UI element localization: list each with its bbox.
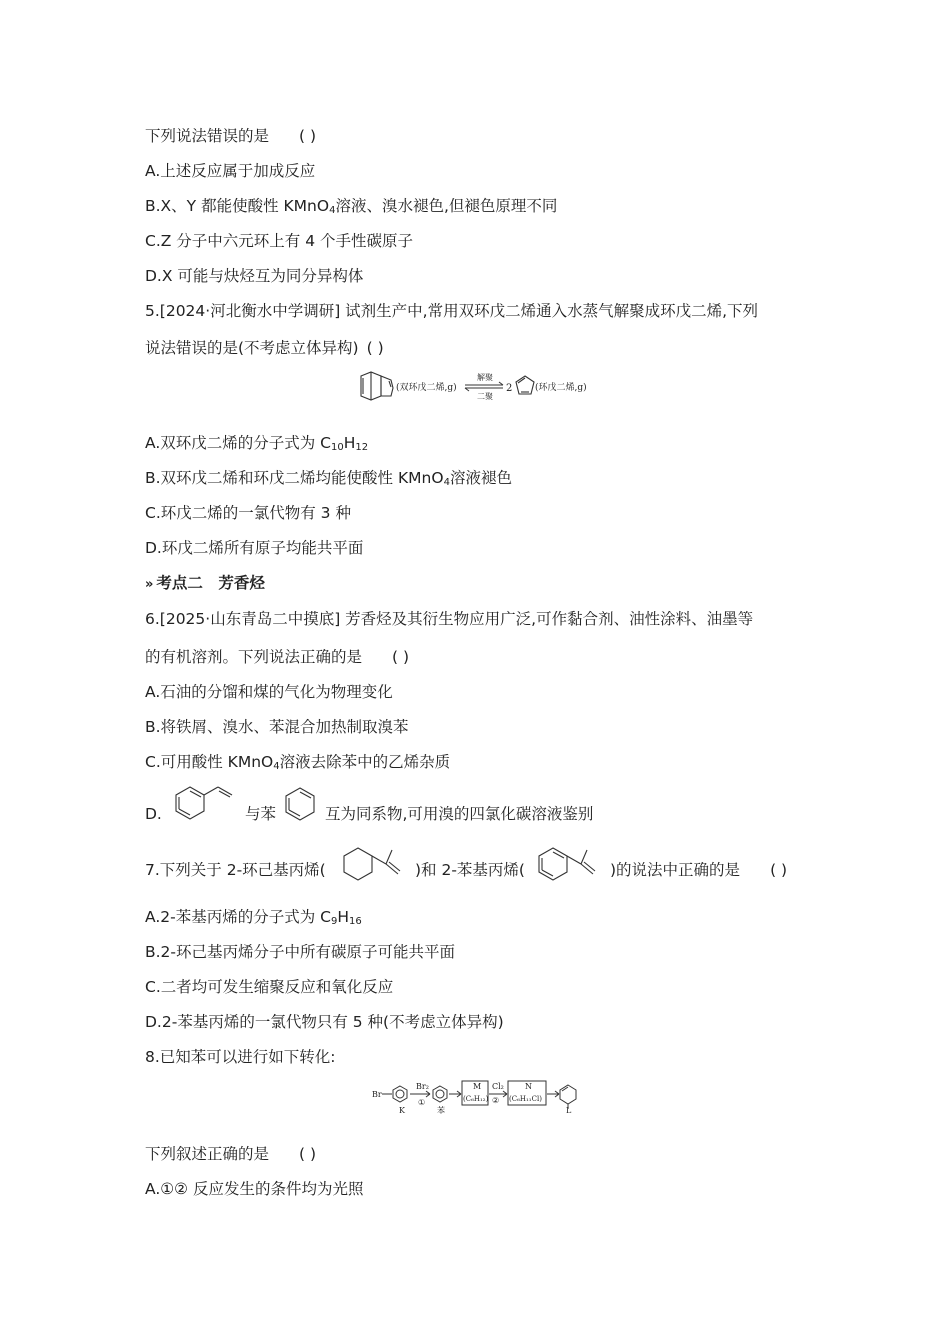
q4-option-b-sub: 4 bbox=[329, 205, 336, 216]
q5-arrow-top: 解聚 bbox=[477, 373, 493, 382]
q8-benzene-label: 苯 bbox=[437, 1106, 445, 1115]
q5-paren: ( ) bbox=[366, 339, 384, 357]
q4-option-c: C.Z 分子中六元环上有 4 个手性碳原子 bbox=[145, 232, 414, 250]
q6-option-b: B.将铁屑、溴水、苯混合加热制取溴苯 bbox=[145, 718, 409, 736]
q4-option-b bbox=[145, 195, 557, 222]
q6-line2 bbox=[145, 646, 409, 668]
q6-paren: ( ) bbox=[392, 648, 410, 666]
q6-line2-text: 的有机溶剂。下列说法正确的是 bbox=[145, 648, 363, 666]
q6-option-c-text: C.可用酸性 KMnO bbox=[145, 753, 274, 771]
q5-option-b-sub: 4 bbox=[443, 477, 450, 488]
phenylpropene-structure bbox=[535, 844, 607, 886]
q8-stem2-line bbox=[145, 1143, 316, 1165]
q8-conversion-figure bbox=[370, 1076, 585, 1118]
dicyclopentadiene-structure bbox=[361, 372, 393, 400]
q5-option-a-sub2: 12 bbox=[355, 442, 369, 453]
q5-coefficient: 2 bbox=[506, 383, 513, 394]
q6-line1: 6.[2025·山东青岛二中摸底] 芳香烃及其衍生物应用广泛,可作黏合剂、油性涂料、油墨等 bbox=[145, 610, 754, 628]
cyclohexylpropene-structure bbox=[340, 844, 412, 886]
q8-m-formula: (C₆H₁₂) bbox=[463, 1095, 489, 1103]
q5-option-a bbox=[145, 432, 368, 459]
section-mark-icon: » bbox=[145, 577, 151, 592]
q4-option-b-tail: 溶液、溴水褪色,但褪色原理不同 bbox=[335, 197, 558, 215]
benzene-structure bbox=[282, 786, 318, 824]
q5-option-a-sub1: 10 bbox=[331, 442, 344, 453]
q5-option-a-text: A.双环戊二烯的分子式为 C bbox=[145, 434, 332, 452]
q4-option-a: A.上述反应属于加成反应 bbox=[145, 162, 316, 180]
q7-option-d: D.2-苯基丙烯的一氯代物只有 5 种(不考虑立体异构) bbox=[145, 1013, 504, 1031]
q8-stem2: 下列叙述正确的是 bbox=[145, 1145, 270, 1163]
q8-m-name: M bbox=[473, 1082, 482, 1091]
q5-option-b-text: B.双环戊二烯和环戊二烯均能使酸性 KMnO bbox=[145, 469, 444, 487]
q6-option-d-tail: 互为同系物,可用溴的四氯化碳溶液鉴别 bbox=[325, 805, 594, 823]
q5-line2 bbox=[145, 337, 384, 359]
q6-option-d-mid: 与苯 bbox=[245, 805, 277, 823]
q5-option-a-mid: H bbox=[343, 434, 356, 452]
q8-k-label: K bbox=[399, 1106, 405, 1115]
q8-step2-label: ② bbox=[492, 1096, 500, 1105]
equilibrium-arrow bbox=[465, 382, 503, 391]
q4-paren: ( ) bbox=[299, 127, 317, 145]
q7-option-a-sub1: 9 bbox=[330, 916, 338, 927]
q7-part1: 7.下列关于 2-环己基丙烯( bbox=[145, 861, 326, 879]
q5-arrow-bottom: 二聚 bbox=[477, 392, 493, 401]
q7-part3-line bbox=[610, 859, 787, 881]
q8-paren: ( ) bbox=[299, 1145, 317, 1163]
q8-n-formula: (C₆H₁₁Cl) bbox=[509, 1095, 542, 1103]
q8-option-a: A.①② 反应发生的条件均为光照 bbox=[145, 1180, 364, 1198]
q5-right-label: (环戊二烯,g) bbox=[535, 383, 587, 393]
q5-line1: 5.[2024·河北衡水中学调研] 试剂生产中,常用双环戊二烯通入水蒸气解聚成环戊二烯,下列 bbox=[145, 302, 759, 320]
q8-br-label: Br bbox=[372, 1090, 382, 1099]
q5-option-c: C.环戊二烯的一氯代物有 3 种 bbox=[145, 504, 351, 522]
q4-stem: 下列说法错误的是 bbox=[145, 127, 270, 145]
q8-cl2-label: Cl₂ bbox=[492, 1082, 504, 1091]
q5-reaction-figure bbox=[355, 368, 600, 408]
q6-option-d-label: D. bbox=[145, 805, 162, 823]
styrene-structure bbox=[172, 784, 238, 824]
q8-n-name: N bbox=[525, 1082, 532, 1091]
q5-option-b-tail: 溶液褪色 bbox=[449, 469, 512, 487]
q5-left-label: (双环戊二烯,g) bbox=[396, 383, 457, 393]
q5-line2-text: 说法错误的是(不考虑立体异构) bbox=[145, 339, 359, 357]
q7-option-b: B.2-环己基丙烯分子中所有碳原子可能共平面 bbox=[145, 943, 456, 961]
q7-option-a-sub2: 16 bbox=[349, 916, 362, 927]
section-heading bbox=[145, 572, 265, 596]
q8-step1-label: ① bbox=[418, 1098, 426, 1107]
section-title: 考点二 芳香烃 bbox=[156, 574, 265, 592]
cyclopentadiene-structure bbox=[516, 376, 534, 394]
q7-paren: ( ) bbox=[770, 861, 788, 879]
q5-option-d: D.环戊二烯所有原子均能共平面 bbox=[145, 539, 364, 557]
q7-option-a bbox=[145, 906, 362, 933]
q4-option-d: D.X 可能与炔烃互为同分异构体 bbox=[145, 267, 364, 285]
q7-option-c: C.二者均可发生缩聚反应和氧化反应 bbox=[145, 978, 394, 996]
q7-part2: )和 2-苯基丙烯( bbox=[415, 861, 525, 879]
q6-option-c-sub: 4 bbox=[273, 761, 280, 772]
q7-option-a-text: A.2-苯基丙烯的分子式为 C bbox=[145, 908, 331, 926]
q7-option-a-mid: H bbox=[337, 908, 349, 926]
q6-option-a: A.石油的分馏和煤的气化为物理变化 bbox=[145, 683, 393, 701]
q8-l-label: L bbox=[566, 1106, 572, 1115]
q6-option-c-tail: 溶液去除苯中的乙烯杂质 bbox=[279, 753, 451, 771]
q6-option-c bbox=[145, 751, 450, 778]
q4-option-b-text: B.X、Y 都能使酸性 KMnO bbox=[145, 197, 330, 215]
q5-option-b bbox=[145, 467, 512, 494]
q7-part3: )的说法中正确的是 bbox=[610, 861, 741, 879]
q4-stem-line bbox=[145, 125, 316, 147]
q8-stem: 8.已知苯可以进行如下转化: bbox=[145, 1048, 336, 1066]
q8-br2-label: Br₂ bbox=[416, 1082, 429, 1091]
